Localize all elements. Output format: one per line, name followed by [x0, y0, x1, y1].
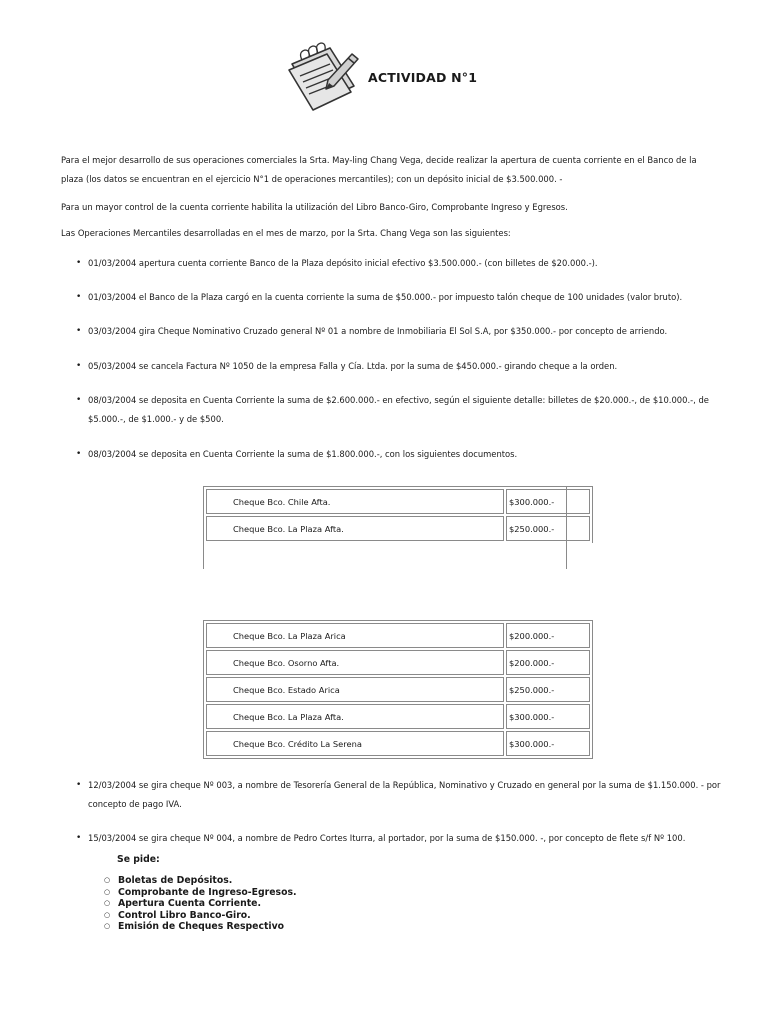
list-item: • 05/03/2004 se cancela Factura Nº 1050 de la empresa Falla y Cía. Ltda. por la suma de $450.000.- girando cheque a la orden.: [61, 357, 721, 376]
list-item: • 12/03/2004 se gira cheque Nº 003, a nombre de Tesorería General de la República, Nominativo y Cruzado en general por la suma de $1.150.000. - por concepto de pago IVA.: [61, 776, 721, 814]
table-cell-amount: $300.000.-: [506, 704, 590, 729]
bullet-icon: •: [76, 833, 82, 843]
bullet-icon: •: [76, 292, 82, 302]
table-cell-name: Cheque Bco. La Plaza Afta.: [206, 704, 504, 729]
list-item: • 03/03/2004 gira Cheque Nominativo Cruzado general Nº 01 a nombre de Inmobiliaria El Sol S.A, por $350.000.- por concepto de arriendo.: [61, 322, 721, 341]
table-cell-amount: $200.000.-: [506, 623, 590, 648]
table-row: [206, 731, 590, 756]
table-row: [206, 650, 590, 675]
cheque-table: [203, 620, 593, 759]
intro-paragraph: Para un mayor control de la cuenta corriente habilita la utilización del Libro Banco-Giro, Comprobante Ingreso y Egresos.: [61, 202, 568, 212]
table-cell-amount: $250.000.-: [506, 516, 590, 541]
circle-bullet-icon: ○: [104, 899, 111, 907]
intro-paragraph: Para el mejor desarrollo de sus operaciones comerciales la Srta. May-ling Chang Vega, decide realizar la apertura de cuenta corriente en el Banco de la plaza (los datos se encuentran en el ejercicio N°1 de operaciones mercantiles); con un depósito inicial de $3.500.000. -: [61, 155, 697, 184]
requirements-heading: Se pide:: [117, 854, 160, 865]
table-row: [206, 516, 590, 541]
table-cell-name: Cheque Bco. Osorno Afta.: [206, 650, 504, 675]
table-cell-amount: $300.000.-: [506, 489, 590, 514]
table-cell-amount: $300.000.-: [506, 731, 590, 756]
table-row: [206, 489, 590, 514]
list-item: ○ Apertura Cuenta Corriente.: [104, 898, 261, 909]
circle-bullet-icon: ○: [104, 887, 111, 896]
bullet-icon: •: [76, 361, 82, 371]
list-item: • 01/03/2004 apertura cuenta corriente Banco de la Plaza depósito inicial efectivo $3.500.000.- (con billetes de $20.000.-).: [61, 254, 721, 273]
notebook-pencil-icon: [282, 40, 360, 116]
bullet-icon: •: [76, 258, 82, 268]
list-item: • 08/03/2004 se deposita en Cuenta Corriente la suma de $2.600.000.- en efectivo, según el siguiente detalle: billetes de $20.000.-, de $10.000.-, de $5.000.-, de $1.000.- y de $500.: [61, 391, 721, 429]
page-title: ACTIVIDAD N°1: [368, 70, 478, 85]
bullet-icon: •: [76, 326, 82, 336]
bullet-icon: •: [76, 780, 82, 790]
list-item: • 01/03/2004 el Banco de la Plaza cargó en la cuenta corriente la suma de $50.000.- por impuesto talón cheque de 100 unidades (valor bruto).: [61, 288, 721, 307]
list-item: ○ Emisión de Cheques Respectivo: [104, 921, 285, 932]
table-cell-name: Cheque Bco. Chile Afta.: [206, 489, 504, 514]
circle-bullet-icon: ○: [104, 910, 111, 919]
circle-bullet-icon: ○: [104, 876, 111, 884]
list-item: ○ Boletas de Depósitos.: [104, 875, 233, 886]
list-item: • 15/03/2004 se gira cheque Nº 004, a nombre de Pedro Cortes Iturra, al portador, por la suma de $150.000. -, por concepto de flete s/f Nº 100.: [61, 829, 721, 848]
table-cell-name: Cheque Bco. La Plaza Arica: [206, 623, 504, 648]
table-cell-amount: $250.000.-: [506, 677, 590, 702]
table-row: [206, 704, 590, 729]
table-row: [206, 623, 590, 648]
table-cell-name: Cheque Bco. Estado Arica: [206, 677, 504, 702]
table-cell-name: Cheque Bco. Crédito La Serena: [206, 731, 504, 756]
table-cell-name: Cheque Bco. La Plaza Afta.: [206, 516, 504, 541]
table-row: [206, 677, 590, 702]
bullet-icon: •: [76, 395, 82, 405]
activity-header: [278, 38, 518, 118]
requirements-list: [104, 875, 297, 933]
cheque-table: [203, 486, 593, 543]
list-item: • 08/03/2004 se deposita en Cuenta Corriente la suma de $1.800.000.-, con los siguientes documentos.: [61, 445, 721, 464]
intro-paragraph: Las Operaciones Mercantiles desarrolladas en el mes de marzo, por la Srta. Chang Vega son las siguientes:: [61, 228, 511, 238]
table-cell-amount: $200.000.-: [506, 650, 590, 675]
bullet-icon: •: [76, 449, 82, 459]
list-item: ○ Control Libro Banco-Giro.: [104, 909, 251, 921]
circle-bullet-icon: ○: [104, 922, 111, 930]
list-item: ○ Comprobante de Ingreso-Egresos.: [104, 886, 297, 898]
